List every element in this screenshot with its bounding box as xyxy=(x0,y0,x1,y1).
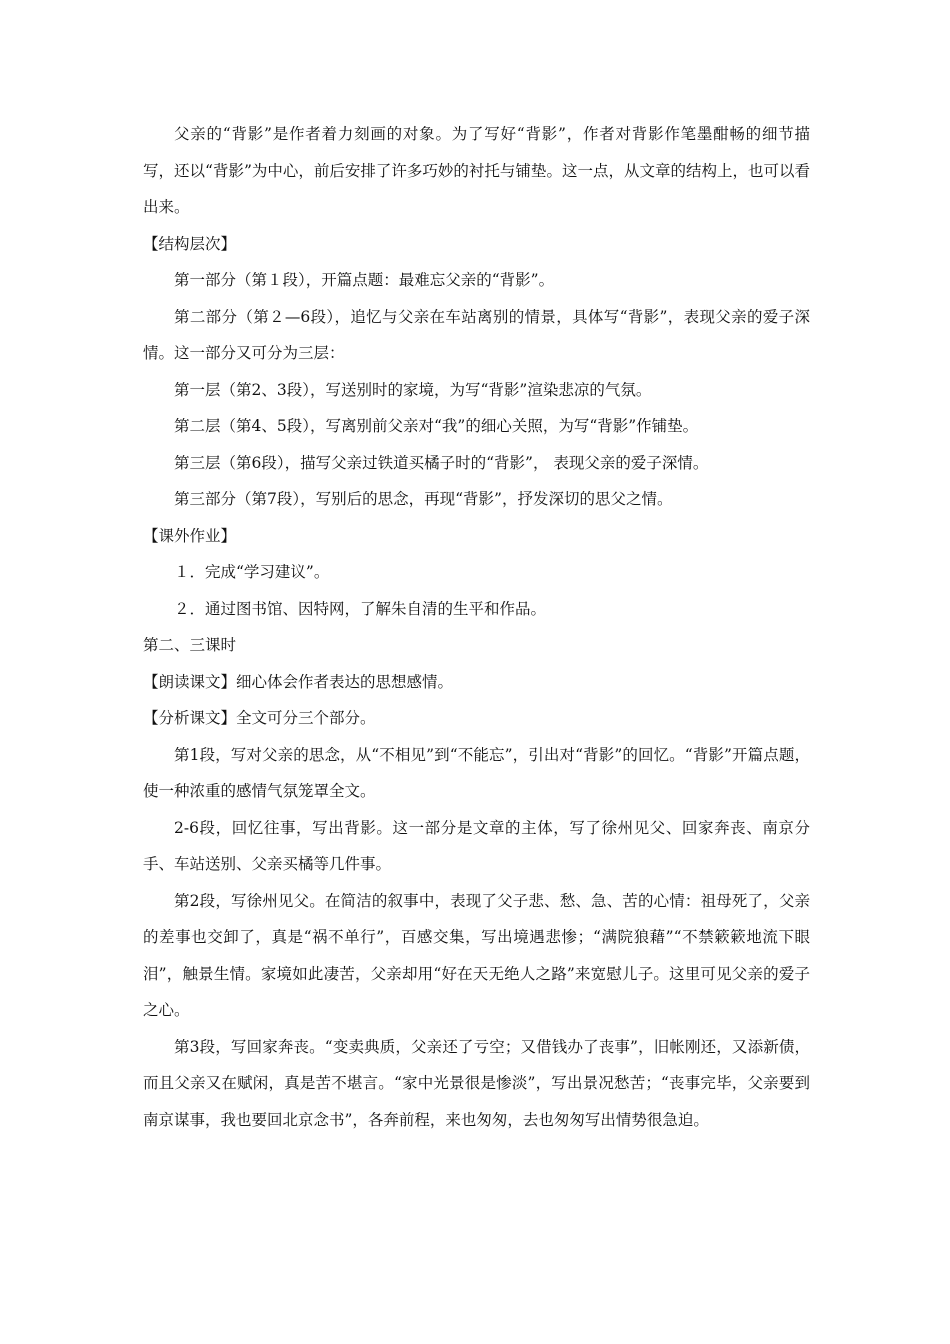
intro-paragraph: 父亲的“背影”是作者着力刻画的对象。为了写好“背影”，作者对背影作笔墨酣畅的细节描写，还以“背影”为中心，前后安排了许多巧妙的衬托与铺垫。这一点，从文章的结构上，也可以看出来。 xyxy=(143,125,810,216)
homework-item-1: １．完成“学习建议”。 xyxy=(174,563,330,581)
lesson-heading: 第二、三课时 xyxy=(143,636,237,654)
layer-three-paragraph: 第三层（第6段），描写父亲过铁道买橘子时的“背影”， 表现父亲的爱子深情。 xyxy=(174,453,709,472)
part-one-paragraph: 第一部分（第１段），开篇点题：最难忘父亲的“背影”。 xyxy=(174,271,555,289)
document-body xyxy=(143,116,810,1138)
analysis-para-3: 第3段，写回家奔丧。“变卖典质，父亲还了亏空；又借钱办了丧事”，旧帐刚还，又添新债，而且父亲又在赋闲，真是苦不堪言。“家中光景很是惨淡”，写出景况愁苦；“丧事完毕，父亲要到南京谋事，我也要回北京念书”，各奔前程，来也匆匆，去也匆匆写出情势很急迫。 xyxy=(143,1037,810,1129)
analysis-para-1: 第1段，写对父亲的思念，从“不相见”到“不能忘”，引出对“背影”的回忆。“背影”开篇点题，使一种浓重的感情气氛笼罩全文。 xyxy=(143,745,810,800)
analysis-para-2-6: 2-6段，回忆往事，写出背影。这一部分是文章的主体，写了徐州见父、回家奔丧、南京分手、车站送别、父亲买橘等几件事。 xyxy=(143,818,810,873)
section-heading-structure: 【结构层次】 xyxy=(143,234,237,253)
read-aloud-paragraph: 【朗读课文】细心体会作者表达的思想感情。 xyxy=(143,672,454,691)
layer-two-paragraph: 第二层（第4、5段），写离别前父亲对“我”的细心关照，为写“背影”作铺垫。 xyxy=(174,417,699,435)
homework-item-2: ２．通过图书馆、因特网，了解朱自清的生平和作品。 xyxy=(174,599,547,618)
layer-one-paragraph: 第一层（第2、3段），写送别时的家境，为写“背影”渲染悲凉的气氛。 xyxy=(174,380,652,399)
analysis-paragraph: 【分析课文】全文可分三个部分。 xyxy=(143,709,376,727)
section-heading-homework: 【课外作业】 xyxy=(143,526,237,545)
part-three-paragraph: 第三部分（第7段），写别后的思念，再现“背影”，抒发深切的思父之情。 xyxy=(174,490,673,508)
part-two-paragraph: 第二部分（第２—6段），追忆与父亲在车站离别的情景，具体写“背影”，表现父亲的爱子深情。这一部分又可分为三层： xyxy=(143,307,810,362)
analysis-para-2: 第2段，写徐州见父。在简洁的叙事中，表现了父子悲、愁、急、苦的心情：祖母死了，父亲的差事也交卸了，真是“祸不单行”，百感交集，写出境遇悲惨；“满院狼藉”“不禁簌簌地流下眼泪”，触景生情。家境如此凄苦，父亲却用“好在天无绝人之路”来宽慰儿子。这里可见父亲的爱子之心。 xyxy=(143,891,810,1019)
